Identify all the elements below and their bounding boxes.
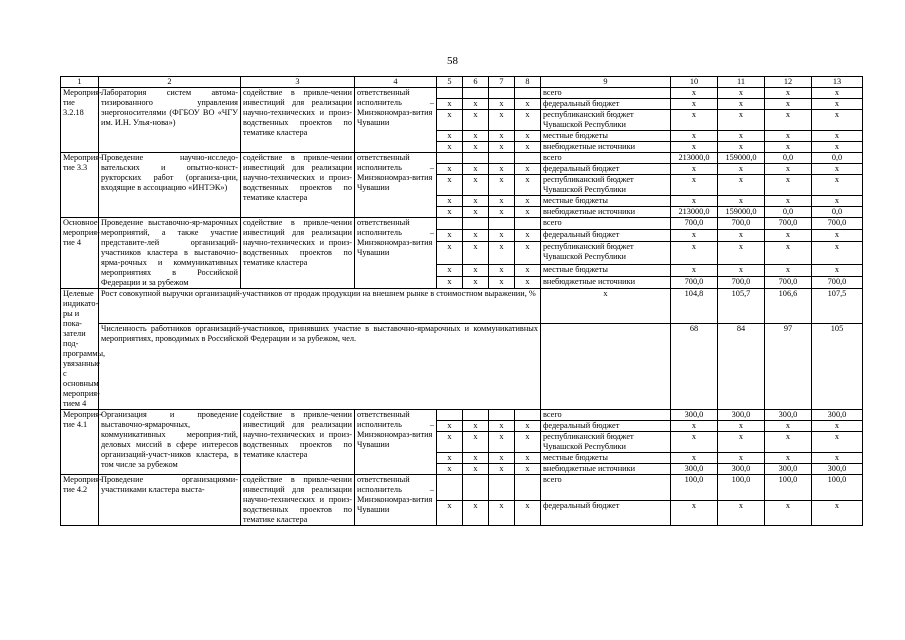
measure-description: Лаборатория систем автома-тизированного управления энергоносителями (ФГБОУ ВО «ЧГУ им. И.Н. Улья-нова») — [99, 88, 241, 153]
code-cell — [463, 218, 489, 230]
funding-source: федеральный бюджет — [541, 421, 671, 432]
funding-source: всего — [541, 218, 671, 230]
value-cell: х — [671, 110, 718, 131]
value-cell: х — [718, 131, 765, 142]
code-cell — [489, 218, 515, 230]
value-cell: х — [765, 88, 812, 99]
code-cell — [489, 475, 515, 501]
code-cell: х — [463, 110, 489, 131]
indicator-text: Рост совокупной выручки организаций-участников от продаж продукции на внешнем рынке в стоимостном выражении, % — [99, 289, 541, 324]
funding-source: местные бюджеты — [541, 131, 671, 142]
value-cell: х — [671, 432, 718, 453]
value-cell: х — [671, 131, 718, 142]
code-cell: х — [515, 164, 541, 175]
value-cell: х — [765, 196, 812, 207]
column-header: 9 — [541, 77, 671, 88]
value-cell: 300,0 — [671, 410, 718, 421]
value-cell: 105,7 — [718, 289, 765, 324]
code-cell — [515, 218, 541, 230]
funding-source: республиканский бюджет Чувашской Республики — [541, 110, 671, 131]
code-cell — [463, 475, 489, 501]
funding-source: внебюджетные источники — [541, 276, 671, 288]
value-cell: х — [671, 99, 718, 110]
indicators-label: Целевые индикато-ры и пока-затели под-программы, увязанные с основным мероприя-тием 4 — [61, 289, 99, 410]
code-cell — [515, 153, 541, 164]
program-table — [60, 76, 863, 526]
value-cell: х — [812, 99, 863, 110]
value-cell: х — [765, 421, 812, 432]
value-cell: 107,5 — [812, 289, 863, 324]
indicator-text: Численность работников организаций-участников, принявших участие в выставочно-ярмарочных и коммуникативных мероприятиях, проводимых в Российской Федерации и за рубежом, чел. — [99, 324, 541, 410]
code-cell: х — [489, 500, 515, 526]
column-header: 7 — [489, 77, 515, 88]
indicator-row — [61, 289, 863, 324]
value-cell: х — [718, 99, 765, 110]
column-header: 10 — [671, 77, 718, 88]
funding-source: федеральный бюджет — [541, 230, 671, 242]
funding-source: местные бюджеты — [541, 453, 671, 464]
value-cell: х — [765, 131, 812, 142]
measure-description: Проведение выставочно-яр-марочных мероприятий, а также участие представите-лей организаций-участников кластера в выставочно-ярма-рочных и коммуникативных мероприятиях в Российской Федерации и за рубежом — [99, 218, 241, 289]
value-cell: 700,0 — [671, 218, 718, 230]
code-cell: х — [437, 432, 463, 453]
code-cell: х — [515, 432, 541, 453]
value-cell: х — [765, 175, 812, 196]
code-cell: х — [515, 242, 541, 265]
value-cell: х — [671, 88, 718, 99]
measure-name: Мероприя-тие 3.3 — [61, 153, 99, 218]
code-cell: х — [463, 242, 489, 265]
value-cell: 700,0 — [671, 276, 718, 288]
value-cell: х — [718, 88, 765, 99]
value-cell: х — [718, 432, 765, 453]
code-cell: х — [437, 207, 463, 218]
value-cell: х — [812, 110, 863, 131]
value-cell: 300,0 — [718, 410, 765, 421]
funding-source: всего — [541, 475, 671, 501]
value-cell: 700,0 — [718, 218, 765, 230]
value-cell: 300,0 — [671, 464, 718, 475]
table-row — [61, 475, 863, 501]
code-cell: х — [463, 230, 489, 242]
value-cell: х — [812, 88, 863, 99]
value-cell: х — [671, 230, 718, 242]
table-row — [61, 218, 863, 230]
code-cell: х — [437, 500, 463, 526]
code-cell: х — [437, 421, 463, 432]
value-cell: 159000,0 — [718, 153, 765, 164]
value-cell: х — [718, 264, 765, 276]
code-cell: х — [515, 131, 541, 142]
measure-description: Проведение организациями-участниками кластера выста- — [99, 475, 241, 526]
value-cell: х — [765, 99, 812, 110]
measure-name: Мероприя-тие 4.1 — [61, 410, 99, 475]
code-cell: х — [463, 207, 489, 218]
value-cell: х — [765, 432, 812, 453]
value-cell: х — [765, 453, 812, 464]
code-cell: х — [437, 142, 463, 153]
page-number: 58 — [447, 55, 458, 67]
code-cell: х — [437, 164, 463, 175]
column-header: 3 — [241, 77, 355, 88]
code-cell: х — [437, 175, 463, 196]
value-cell: 0,0 — [765, 153, 812, 164]
code-cell: х — [437, 230, 463, 242]
funding-source: всего — [541, 410, 671, 421]
measure-goal: содействие в привле-чении инвестиций для реализации научно-технических и произ-водственных проектов по тематике кластера — [241, 218, 355, 289]
code-cell: х — [515, 276, 541, 288]
value-cell: х — [671, 196, 718, 207]
code-cell: х — [463, 464, 489, 475]
code-cell: х — [489, 264, 515, 276]
code-cell: х — [437, 264, 463, 276]
value-cell: 159000,0 — [718, 207, 765, 218]
value-cell: 700,0 — [765, 276, 812, 288]
value-cell: х — [718, 500, 765, 526]
code-cell: х — [489, 242, 515, 265]
indicator-mark: х — [541, 289, 671, 324]
measure-goal: содействие в привле-чении инвестиций для реализации научно-технических и произ-водственных проектов по тематике кластера — [241, 88, 355, 153]
measure-name: Мероприя-тие 4.2 — [61, 475, 99, 526]
code-cell — [437, 218, 463, 230]
measure-executor: ответственный исполнитель – Минэкономраз-вития Чувашии — [355, 153, 437, 218]
code-cell: х — [489, 276, 515, 288]
column-header: 5 — [437, 77, 463, 88]
code-cell: х — [489, 131, 515, 142]
code-cell: х — [437, 196, 463, 207]
value-cell: х — [765, 264, 812, 276]
funding-source: республиканский бюджет Чувашской Республики — [541, 242, 671, 265]
column-header: 6 — [463, 77, 489, 88]
value-cell: 0,0 — [765, 207, 812, 218]
code-cell: х — [437, 464, 463, 475]
code-cell: х — [489, 196, 515, 207]
value-cell: 104,8 — [671, 289, 718, 324]
column-header: 12 — [765, 77, 812, 88]
value-cell: 106,6 — [765, 289, 812, 324]
code-cell: х — [489, 99, 515, 110]
value-cell: х — [718, 175, 765, 196]
code-cell: х — [515, 99, 541, 110]
value-cell: х — [718, 142, 765, 153]
value-cell: х — [765, 500, 812, 526]
value-cell: х — [671, 142, 718, 153]
funding-source: федеральный бюджет — [541, 164, 671, 175]
value-cell: 0,0 — [812, 207, 863, 218]
value-cell: х — [812, 230, 863, 242]
code-cell: х — [489, 175, 515, 196]
funding-source: всего — [541, 88, 671, 99]
code-cell — [489, 153, 515, 164]
value-cell: 0,0 — [812, 153, 863, 164]
code-cell: х — [463, 131, 489, 142]
value-cell: х — [671, 500, 718, 526]
code-cell: х — [515, 142, 541, 153]
column-header: 11 — [718, 77, 765, 88]
value-cell: х — [765, 110, 812, 131]
column-header: 2 — [99, 77, 241, 88]
code-cell: х — [515, 500, 541, 526]
code-cell: х — [463, 432, 489, 453]
value-cell: х — [765, 142, 812, 153]
code-cell: х — [463, 453, 489, 464]
value-cell: х — [812, 142, 863, 153]
value-cell: 105 — [812, 324, 863, 410]
value-cell: 68 — [671, 324, 718, 410]
code-cell — [463, 88, 489, 99]
code-cell — [463, 153, 489, 164]
code-cell — [437, 88, 463, 99]
code-cell — [489, 410, 515, 421]
funding-source: местные бюджеты — [541, 264, 671, 276]
value-cell: х — [812, 164, 863, 175]
code-cell: х — [489, 464, 515, 475]
funding-source: республиканский бюджет Чувашской Республики — [541, 175, 671, 196]
funding-source: федеральный бюджет — [541, 500, 671, 526]
value-cell: х — [812, 131, 863, 142]
value-cell: х — [812, 453, 863, 464]
column-header: 13 — [812, 77, 863, 88]
code-cell: х — [489, 421, 515, 432]
value-cell: х — [671, 264, 718, 276]
measure-name: Основное мероприя-тие 4 — [61, 218, 99, 289]
value-cell: 213000,0 — [671, 153, 718, 164]
code-cell — [437, 153, 463, 164]
funding-source: республиканский бюджет Чувашской Республики — [541, 432, 671, 453]
code-cell: х — [489, 207, 515, 218]
value-cell: х — [765, 230, 812, 242]
code-cell: х — [463, 164, 489, 175]
code-cell: х — [463, 276, 489, 288]
value-cell: 300,0 — [718, 464, 765, 475]
funding-source: внебюджетные источники — [541, 142, 671, 153]
value-cell: х — [718, 196, 765, 207]
value-cell: 300,0 — [765, 464, 812, 475]
code-cell: х — [515, 264, 541, 276]
table-row — [61, 410, 863, 421]
measure-goal: содействие в привле-чении инвестиций для реализации научно-технических и произ-водственных проектов по тематике кластера — [241, 153, 355, 218]
value-cell: х — [812, 242, 863, 265]
value-cell: 700,0 — [718, 276, 765, 288]
value-cell: х — [765, 164, 812, 175]
value-cell: х — [718, 421, 765, 432]
value-cell: 700,0 — [812, 218, 863, 230]
measure-description: Организация и проведение выставочно-ярмарочных, коммуникативных мероприя-тий, деловых миссий в сфере интересов организаций-участ-ников кластера, в том числе за рубежом — [99, 410, 241, 475]
measure-name: Мероприя-тие 3.2.18 — [61, 88, 99, 153]
code-cell: х — [489, 453, 515, 464]
measure-goal: содействие в привле-чении инвестиций для реализации научно-технических и произ-водственных проектов по тематике кластера — [241, 410, 355, 475]
value-cell: 100,0 — [812, 475, 863, 501]
value-cell: х — [718, 164, 765, 175]
value-cell: х — [671, 164, 718, 175]
code-cell: х — [515, 453, 541, 464]
value-cell: х — [671, 421, 718, 432]
code-cell: х — [437, 276, 463, 288]
value-cell: х — [812, 421, 863, 432]
value-cell: 300,0 — [812, 410, 863, 421]
code-cell — [437, 410, 463, 421]
measure-description: Проведение научно-исследо-вательских и опытно-конст-рукторских работ (организа-ции, входящие в ассоциацию «ИНТЭК») — [99, 153, 241, 218]
value-cell: х — [718, 453, 765, 464]
measure-goal: содействие в привле-чении инвестиций для реализации научно-технических и произ-водственных проектов по тематике кластера — [241, 475, 355, 526]
code-cell: х — [515, 421, 541, 432]
code-cell: х — [515, 464, 541, 475]
code-cell: х — [437, 131, 463, 142]
code-cell: х — [515, 110, 541, 131]
code-cell — [489, 88, 515, 99]
indicator-row — [61, 324, 863, 410]
value-cell: 100,0 — [718, 475, 765, 501]
code-cell: х — [515, 230, 541, 242]
code-cell: х — [463, 421, 489, 432]
value-cell: 213000,0 — [671, 207, 718, 218]
table-row — [61, 153, 863, 164]
code-cell: х — [489, 432, 515, 453]
funding-source: федеральный бюджет — [541, 99, 671, 110]
code-cell: х — [515, 175, 541, 196]
code-cell: х — [463, 500, 489, 526]
indicator-mark — [541, 324, 671, 410]
code-cell: х — [463, 175, 489, 196]
code-cell: х — [463, 264, 489, 276]
value-cell: х — [671, 453, 718, 464]
code-cell — [515, 88, 541, 99]
code-cell: х — [515, 207, 541, 218]
funding-source: местные бюджеты — [541, 196, 671, 207]
value-cell: 84 — [718, 324, 765, 410]
code-cell: х — [489, 230, 515, 242]
measure-executor: ответственный исполнитель – Минэкономраз-вития Чувашии — [355, 88, 437, 153]
code-cell — [437, 475, 463, 501]
funding-source: внебюджетные источники — [541, 464, 671, 475]
funding-source: всего — [541, 153, 671, 164]
code-cell: х — [463, 142, 489, 153]
header-row — [61, 77, 863, 88]
code-cell: х — [489, 142, 515, 153]
measure-executor: ответственный исполнитель – Минэкономраз-вития Чувашии — [355, 410, 437, 475]
column-header: 8 — [515, 77, 541, 88]
value-cell: 300,0 — [812, 464, 863, 475]
value-cell: 300,0 — [765, 410, 812, 421]
value-cell: х — [812, 500, 863, 526]
code-cell — [515, 475, 541, 501]
value-cell: х — [718, 230, 765, 242]
value-cell: х — [671, 175, 718, 196]
code-cell: х — [437, 110, 463, 131]
value-cell: 700,0 — [765, 218, 812, 230]
value-cell: х — [718, 110, 765, 131]
value-cell: х — [718, 242, 765, 265]
code-cell: х — [489, 110, 515, 131]
funding-source: внебюджетные источники — [541, 207, 671, 218]
value-cell: х — [812, 175, 863, 196]
code-cell — [515, 410, 541, 421]
code-cell: х — [437, 242, 463, 265]
value-cell: х — [765, 242, 812, 265]
table-row — [61, 88, 863, 99]
code-cell — [463, 410, 489, 421]
code-cell: х — [437, 99, 463, 110]
column-header: 1 — [61, 77, 99, 88]
value-cell: 100,0 — [765, 475, 812, 501]
value-cell: 100,0 — [671, 475, 718, 501]
value-cell: х — [812, 264, 863, 276]
code-cell: х — [463, 196, 489, 207]
code-cell: х — [463, 99, 489, 110]
value-cell: 700,0 — [812, 276, 863, 288]
measure-executor: ответственный исполнитель – Минэкономраз-вития Чувашии — [355, 218, 437, 289]
value-cell: х — [671, 242, 718, 265]
value-cell: 97 — [765, 324, 812, 410]
value-cell: х — [812, 196, 863, 207]
code-cell: х — [515, 196, 541, 207]
code-cell: х — [489, 164, 515, 175]
value-cell: х — [812, 432, 863, 453]
measure-executor: ответственный исполнитель – Минэкономраз-вития Чувашии — [355, 475, 437, 526]
code-cell: х — [437, 453, 463, 464]
column-header: 4 — [355, 77, 437, 88]
